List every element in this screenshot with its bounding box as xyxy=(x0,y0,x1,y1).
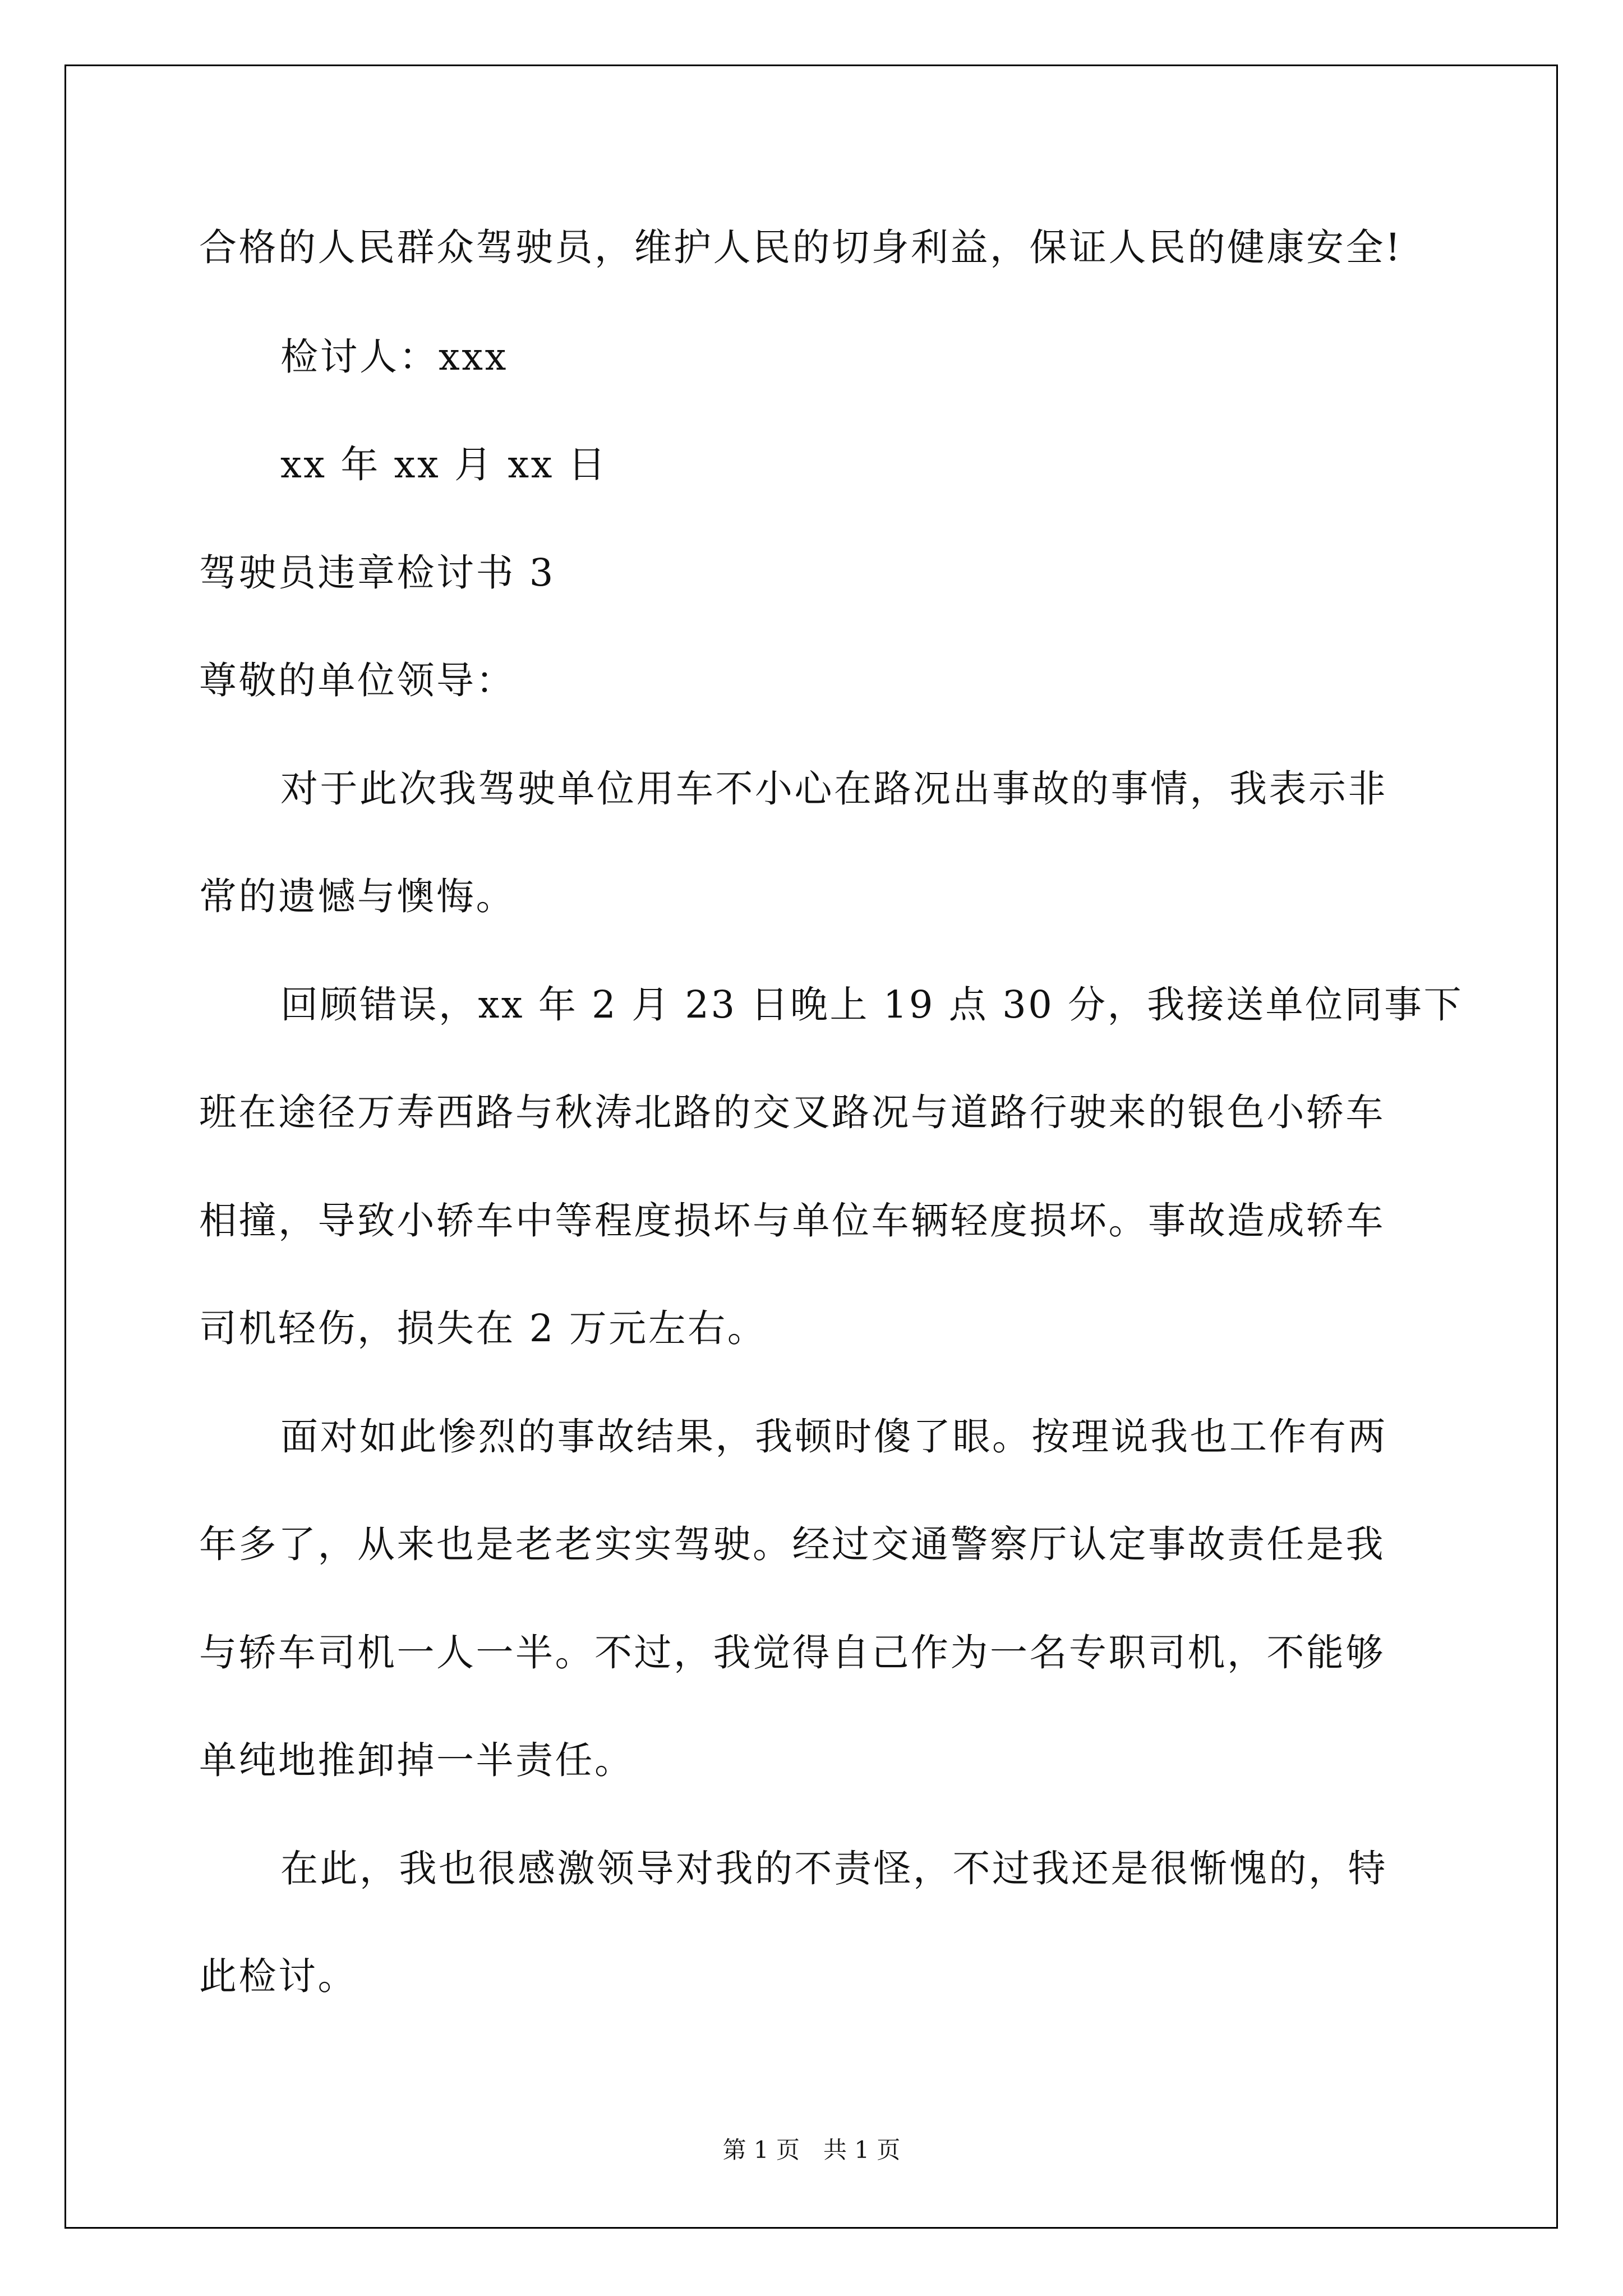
paragraph-line: 年多了，从来也是老老实实驾驶。经过交通警察厅认定事故责任是我 xyxy=(199,1522,1385,1566)
page-footer: 第 1 页 共 1 页 xyxy=(722,2136,901,2164)
page-border xyxy=(64,65,1558,2229)
paragraph-line: 相撞，导致小轿车中等程度损坏与单位车辆轻度损坏。事故造成轿车 xyxy=(199,1199,1385,1243)
paragraph-line: 班在途径万寿西路与秋涛北路的交叉路况与道路行驶来的银色小轿车 xyxy=(199,1091,1385,1134)
section-title: 驾驶员违章检讨书 3 xyxy=(199,551,555,595)
paragraph-line: 对于此次我驾驶单位用车不小心在路况出事故的事情，我表示非 xyxy=(280,767,1387,811)
paragraph-line: 此检讨。 xyxy=(199,1954,357,1998)
paragraph-line: 在此，我也很感激领导对我的不责怪，不过我还是很惭愧的，特 xyxy=(280,1847,1387,1890)
salutation: 尊敬的单位领导： xyxy=(199,659,515,702)
paragraph-line: 常的遗憾与懊悔。 xyxy=(199,875,515,918)
paragraph-line: 司机轻伤，损失在 2 万元左右。 xyxy=(199,1306,767,1350)
date-line: xx 年 xx 月 xx 日 xyxy=(280,443,608,486)
paragraph-line: 回顾错误，xx 年 2 月 23 日晚上 19 点 30 分，我接送单位同事下 xyxy=(280,983,1464,1027)
paragraph-line: 面对如此惨烈的事故结果，我顿时傻了眼。按理说我也工作有两 xyxy=(280,1415,1387,1458)
paragraph-line: 合格的人民群众驾驶员，维护人民的切身利益，保证人民的健康安全! xyxy=(199,226,1403,269)
paragraph-line: 与轿车司机一人一半。不过，我觉得自己作为一名专职司机，不能够 xyxy=(199,1631,1385,1674)
signature-line: 检讨人：xxx xyxy=(280,335,508,379)
paragraph-line: 单纯地推卸掉一半责任。 xyxy=(199,1738,634,1782)
